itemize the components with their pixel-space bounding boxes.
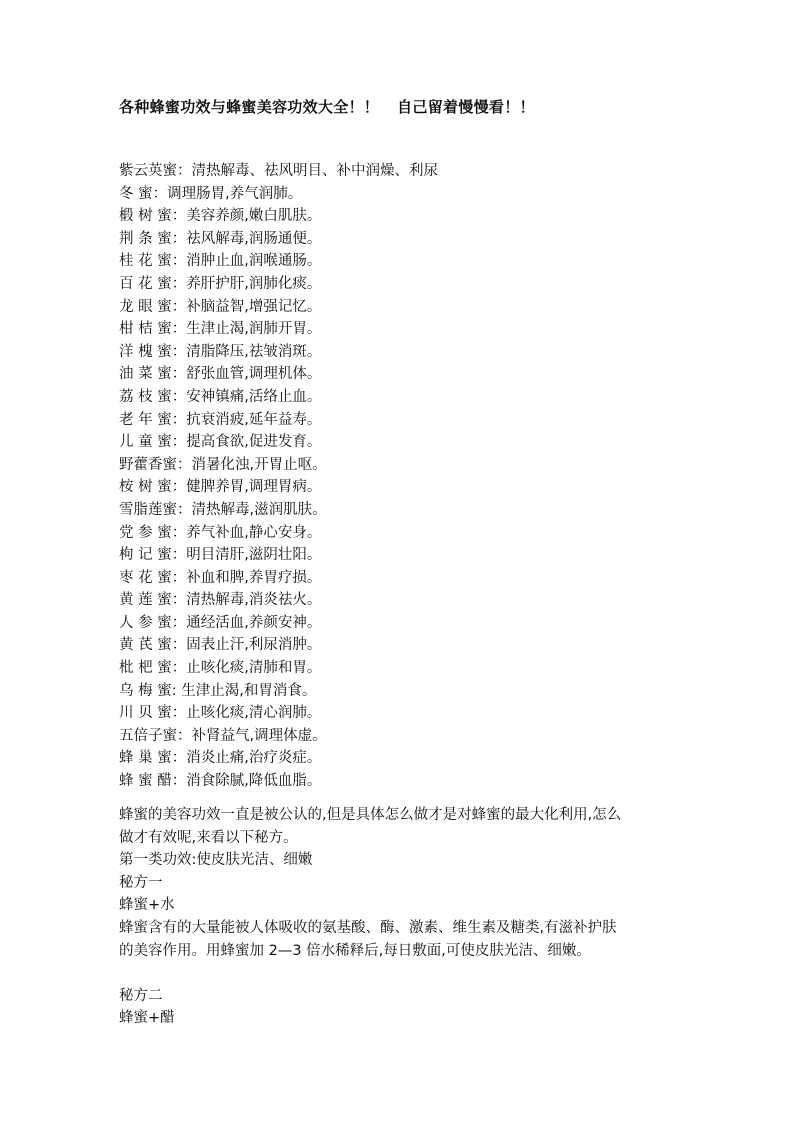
recipe-title: 秘方一: [119, 874, 163, 891]
honey-effect-item: 油 菜 蜜：舒张血管,调理机体。: [119, 366, 322, 383]
honey-effect-item: 冬 蜜：调理肠胃,养气润肺。: [119, 185, 303, 202]
honey-effects-list: [119, 160, 719, 793]
honey-effect-item: 枸 记 蜜：明目清肝,滋阴壮阳。: [119, 547, 322, 564]
intro-line: 蜂蜜的美容功效一直是被公认的,但是具体怎么做才是对蜂蜜的最大化利用,怎么: [119, 807, 622, 823]
honey-effect-item: 蜂 巢 蜜：消炎止痛,治疗炎症。: [119, 750, 322, 767]
honey-effect-item: 老 年 蜜：抗衰消疲,延年益寿。: [119, 411, 322, 428]
honey-effect-item: 枇 杷 蜜：止咳化痰,清肺和胃。: [119, 660, 322, 677]
honey-effect-item: 桉 树 蜜：健脾养胃,调理胃病。: [119, 479, 322, 496]
honey-effect-item: 乌 梅 蜜: 生津止渴,和胃消食。: [119, 682, 317, 699]
honey-effect-item: 川 贝 蜜：止咳化痰,清心润肺。: [119, 705, 322, 722]
honey-effect-item: 荔 枝 蜜：安神镇痛,活络止血。: [119, 388, 322, 405]
honey-effect-item: 黄 芪 蜜：固表止汗,利尿消肿。: [119, 637, 322, 654]
title-part-2: 自己留着慢慢看！！: [397, 98, 535, 116]
title-part-1: 各种蜂蜜功效与蜂蜜美容功效大全！！: [119, 98, 380, 116]
honey-effect-item: 野藿香蜜：消暑化浊,开胃止呕。: [119, 456, 327, 473]
honey-effect-item: 儿 童 蜜：提高食欲,促进发育。: [119, 434, 322, 451]
honey-effect-item: 人 参 蜜：通经活血,养颜安神。: [119, 614, 322, 631]
category-heading: 第一类功效:使皮肤光洁、细嫩: [119, 852, 313, 869]
blank-line: [119, 962, 684, 985]
honey-effect-item: 五倍子蜜：补肾益气,调理体虚。: [119, 727, 327, 744]
honey-effect-item: 蜂 蜜 醋：消食除腻,降低血脂。: [119, 773, 322, 790]
honey-effect-item: 龙 眼 蜜：补脑益智,增强记忆。: [119, 298, 322, 315]
honey-effect-item: 雪脂莲蜜：清热解毒,滋润肌肤。: [119, 501, 327, 518]
recipe-description-line: 蜂蜜含有的大量能被人体吸收的氨基酸、酶、激素、维生素及糖类,有滋补护肤: [119, 919, 617, 936]
recipe-description-line: 的美容作用。用蜂蜜加 2—3 倍水稀释后,每日敷面,可使皮肤光洁、细嫩。: [119, 942, 591, 959]
honey-effect-item: 黄 莲 蜜：清热解毒,消炎祛火。: [119, 592, 322, 609]
honey-effect-item: 枣 花 蜜：补血和脾,养胃疗损。: [119, 569, 322, 586]
beauty-section: [119, 804, 684, 1030]
honey-effect-item: 紫云英蜜：清热解毒、祛风明目、补中润燥、利尿: [119, 163, 438, 179]
recipe-formula: 蜂蜜+水: [119, 897, 175, 914]
honey-effect-item: 洋 槐 蜜：清脂降压,祛皱消斑。: [119, 343, 322, 360]
honey-effect-item: 百 花 蜜：养肝护肝,润肺化痰。: [119, 275, 322, 292]
recipe-title: 秘方二: [119, 987, 163, 1004]
recipe-formula: 蜂蜜+醋: [119, 1010, 175, 1027]
honey-effect-item: 荆 条 蜜：祛风解毒,润肠通便。: [119, 230, 322, 247]
honey-effect-item: 柑 桔 蜜：生津止渴,润肺开胃。: [119, 321, 322, 338]
page-title: [119, 96, 535, 117]
honey-effect-item: 椴 树 蜜：美容养颜,嫩白肌肤。: [119, 208, 322, 225]
honey-effect-item: 党 参 蜜：养气补血,静心安身。: [119, 524, 322, 541]
intro-line: 做才有效呢,来看以下秘方。: [119, 829, 298, 846]
honey-effect-item: 桂 花 蜜：消肿止血,润喉通肠。: [119, 253, 322, 270]
